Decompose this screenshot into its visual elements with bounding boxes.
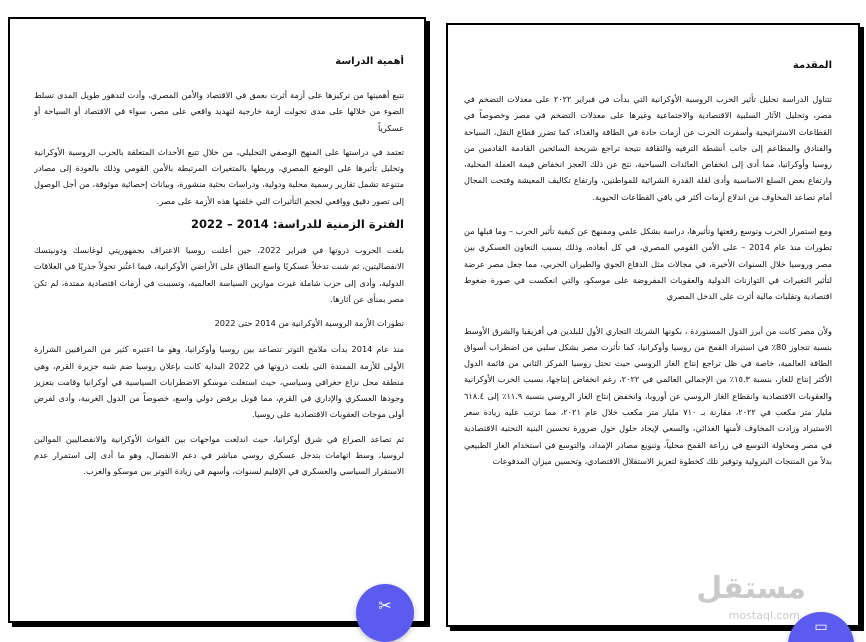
subheading-developments: تطورات الأزمة الروسية الأوكرانية من 2014 حتى 2022 [214,318,404,329]
section-heading-importance: أهمية الدراسة [335,56,404,67]
paragraph: تتبع أهميتها من تركيزها على أزمة أثرت بعمق في الاقتصاد والأمن المصري، وأدت لتدهور طويل المدى تسلط الضوء من خلالها على مدى تحولت أزمة خارجية لتهديد واقعي على مصر، سواء في الاقتصاد أو السياحة أو عسكرياً [34,90,404,133]
page-content [34,55,404,591]
paragraph: ثم تصاعد الصراع في شرق أوكرانيا، حيث اندلعت مواجهات بين القوات الأوكرانية والانفصاليين الموالين لروسيا، وسط اتهامات بتدخل عسكري روسي مباشر في دعم الانفصال، وهو ما أدى إلى استمرار عدم الاستقرار السياسي والعسكري في الإقليم لسنوات، وأسهم في زيادة التوتر بين موسكو والغرب. [34,433,404,477]
paragraph: بلغت الحروب ذروتها في فبراير 2022، حين أعلنت روسيا الاعتراف بجمهوريتي لوغانسك ودونيتسك الانفصاليتين، ثم شنت تدخلاً عسكريًا واسع النطاق على الأراضي الأوكرانية، فيما اعتُبر تحولاً جذريًا في العلاقات الدولية، وأدى إلى حرب شاملة غيرت موازين السياسة العالمية، وتسببت في أزمات اقتصادية ممتدة، لم تكن مصر بمنأى عن آثارها. [34,245,404,304]
section-heading-introduction: المقدمة [792,60,832,71]
scissors-icon: ✂ [378,596,392,616]
watermark-text: مستقل [696,571,806,606]
watermark-url: mostaql.com [728,609,800,622]
paragraph: تعتمد في دراستها على المنهج الوصفي التحليلي، من خلال تتبع الأحداث المتعلقة بالحرب الروسية الأوكرانية وتحليل تأثيرها على الوضع المصري، وربطها بالمتغيرات المرتبطة بالأمن القومي وذلك بالعودة إلى مصادر متنوعة تشمل تقارير رسمية محلية ودولية، ودراسات بحثية منشورة، وبيانات إحصائية موثوقة، من أجل الوصول إلى تصور دقيق وواقعي لحجم التأثيرات التي خلفتها هذه الأزمة على مصر. [34,146,404,206]
document-page-right [446,23,860,627]
paragraph: تتناول الدراسة تحليل تأثير الحرب الروسية الأوكرانية التي بدأت في فبراير ٢٠٢٢ على معدلات التضخم في مصر، وتحليل الآثار السلبية الاقتصادية والاجتماعية وغيرها على معدلات التضخم في مصر وخصوصاً في القطاعات الاستراتيجية وأسفرت الحرب عن أزمات حادة في الطاقة والغذاء، كما تضرر قطاع النقل، السياحة والفنادق والمطاعم إلى جانب أنشطة الترفيه والثقافة نتيجة تراجع شريحة السائحين القادمة القادمين من روسيا وأوكرانيا، مما أدى إلى انخفاض العائدات السياحية، نتج عن ذلك العجز انخفاض قيمة العملة المحلية، وارتفاع بعض السلع الاساسية وأدى لقلة القدرة الشرائية للمواطنين، وارتفاع تكاليف المعيشة وفتحت المجال أمام تصاعد المخاوف من اندلاع أزمات أكثر في باقي القطاعات الحيوية. [464,94,832,202]
paragraph: منذ عام 2014 بدأت ملامح التوتر تتصاعد بين روسيا وأوكرانيا، وهو ما اعتبره كثير من المراقبين الشرارة الأولى للأزمة الممتدة التي بلغت ذروتها في 2022 البداية كانت بإعلان روسيا ضم شبه جزيرة القرم، وهي منطقة محل نزاع جغرافي وسياسي، حيث استغلت موسكو الاضطرابات السياسية في أوكرانيا وقامت بتعزيز وجودها العسكري والإداري في القرم، مما قوبل برفض دولي واسع، خصوصاً من الدول الغربية، وأدى لفرض أولى موجات العقوبات الاقتصادية على روسيا. [34,344,404,420]
paragraph: ولأن مصر كانت من أبرز الدول المستوردة ، بكونها الشريك التجاري الأول للبلدين في أفريقيا والشرق الأوسط بنسبة تتجاوز 80٪ في استيراد القمح من روسيا وأوكرانيا، كما تأثرت مصر بشكل سلبي من اضطراب أسواق الطاقة العالمية، خاصة في ظل تراجع إنتاج الغاز الروسي حيث تحتل روسيا المركز الثاني من قائمة الدول الأكثر إنتاج للغاز، بنسبة ١٥.٣٪ من الإجمالي العالمي في ٢٠٢٢، رغم انخفاض إنتاجها، بسبب الحرب الأوكرانية والعقوبات الاقتصادية وانقطاع الغاز الروسي عن أوروبا، وانخفض إنتاج الغاز الروسي بنسبة ١١.٩٪ إلى ٦١٨.٤ مليار متر مكعب في ٢٠٢٢، مقارنة بـ ٧١٠ مليار متر مكعب خلال عام ٢٠٢١، مما ترتب عليه زيادة سعر الاستيراد وزادت المخاوف لأمنها الغذائي، والسعي لإيجاد حلول حول ضرورة تحسين البنية التحتية الاقتصادية في مصر ومحاولة التوسع في زراعة القمح محلياً، وتنويع مصادر الإمداد، والتوسع في استخدام الغاز الطبيعي بدلاً من المنتجات البترولية وتوفير تلك كخطوة لتعزيز الاستقلال الاقتصادي، وتحسين ميزان المدفوعات [464,325,832,466]
crop-button[interactable] [356,584,414,642]
paragraph: ومع استمرار الحرب وتوسع رقعتها وتأثيرها، دراسة بشكل علمي وممنهج عن كيفية تأثير الحرب – وما قبلها من تطورات منذ عام 2014 – على الأمن القومي المصري، في كل أبعاده، وذلك بسبب التعاون العسكري بين مصر وروسيا خلال السنوات الأخيرة، في مجالات مثل الدفاع الجوي والطيران الحربي، مما جعل مصر عرضة لتأثير التغيرات في التوازنات الدولية والعقوبات المفروضة على موسكو، والتي انعكست في صورة ضغوط اقتصادية وتقلبات مالية أثرت على الدخل المصري [464,226,832,302]
page-content [464,59,832,595]
frame-icon: ▭ [814,618,828,635]
section-heading-period: الفترة الزمنية للدراسة: 2014 – 2022 [191,217,404,232]
document-page-left [8,17,426,623]
